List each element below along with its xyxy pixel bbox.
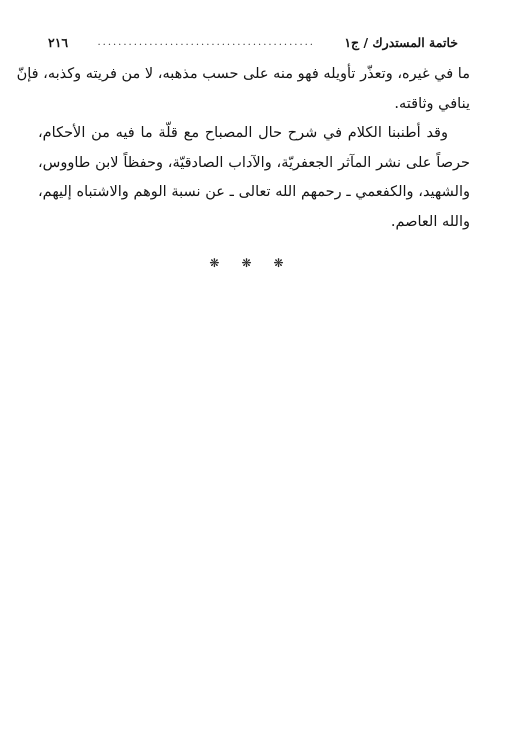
asterism-glyph: ❋: [273, 256, 298, 270]
running-head-leader-dots: ..........................................: [97, 36, 315, 48]
paragraph-1: [16, 60, 470, 119]
paragraph-1-line-1: ما في غيره، وتعذّر تأويله فهو منه على حسب مذهبه، لا من فريته وكذبه، فإنّ: [16, 66, 470, 82]
paragraph-2-line-2: حرصاً على نشر المآثر الجعفريّة، والآداب الصادقيّة، وحفظاً لابن طاووس،: [38, 154, 470, 171]
paragraph-2-line-1: وقد أطنبنا الكلام في شرح حال المصباح مع قلّة ما فيه من الأحكام،: [38, 125, 448, 141]
running-head-title: خاتمة المستدرك / ج١: [344, 34, 458, 50]
section-end-ornament: [0, 256, 507, 270]
paragraph-2-line-4: والله العاصم.: [390, 213, 470, 230]
paragraph-2: [38, 119, 470, 237]
paragraph-1-line-2: ينافي وثاقته.: [394, 95, 470, 112]
page-number: ٢١٦: [48, 34, 69, 50]
body-text: [16, 60, 470, 237]
running-head: [42, 33, 464, 51]
asterism-glyph: ❋: [209, 256, 234, 270]
paragraph-2-line-3: والشهيد، والكفعمي ـ رحمهم الله تعالى ـ عن نسبة الوهم والاشتباه إليهم،: [38, 184, 470, 200]
asterism-glyph: ❋: [241, 256, 266, 270]
